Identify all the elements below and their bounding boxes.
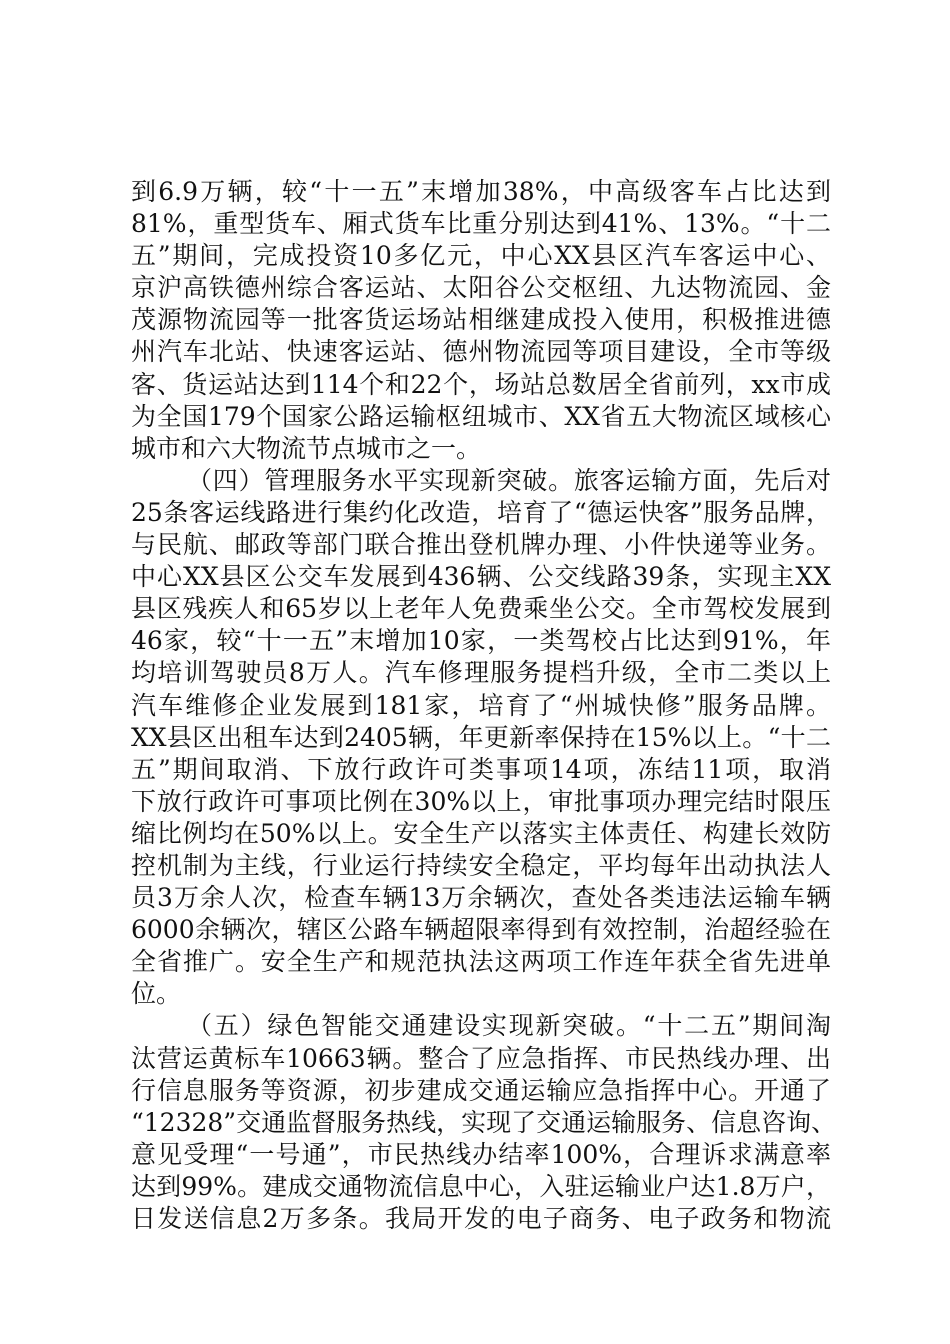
text-line: 到6.9万辆，较“十一五”末增加38%，中高级客车占比达到	[131, 177, 831, 206]
text-line: 意见受理“一号通”，市民热线办结率100%，合理诉求满意率	[131, 1139, 831, 1169]
text-line: 81%，重型货车、厢式货车比重分别达到41%、13%。“十二	[131, 209, 831, 239]
text-line: 达到99%。建成交通物流信息中心，入驻运输业户达1.8万户，	[131, 1171, 831, 1201]
text-line: 为全国179个国家公路运输枢纽城市、XX省五大物流区域核心	[131, 401, 831, 431]
text-line: 员3万余人次，检查车辆13万余辆次，查处各类违法运输车辆	[131, 883, 831, 913]
text-line: 县区残疾人和65岁以上老年人免费乘坐公交。全市驾校发展到	[131, 594, 831, 624]
text-line: 城市和六大物流节点城市之一。	[131, 433, 482, 463]
text-line: 行信息服务等资源，初步建成交通运输应急指挥中心。开通了	[131, 1075, 831, 1105]
text-line: 州汽车北站、快速客运站、德州物流园等项目建设，全市等级	[131, 337, 831, 367]
text-line: 46家，较“十一五”末增加10家，一类驾校占比达到91%，年	[131, 626, 831, 656]
text-line: 控机制为主线，行业运行持续安全稳定，平均每年出动执法人	[131, 850, 831, 880]
text-line: “12328”交通监督服务热线，实现了交通运输服务、信息咨询、	[131, 1107, 837, 1137]
text-line: 均培训驾驶员8万人。汽车修理服务提档升级，全市二类以上	[131, 658, 831, 688]
text-line: 客、货运站达到114个和22个，场站总数居全省前列，xx市成	[131, 369, 831, 399]
text-line: 下放行政许可事项比例在30%以上，审批事项办理完结时限压	[131, 786, 831, 816]
text-line: 6000余辆次，辖区公路车辆超限率得到有效控制，治超经验在	[131, 915, 831, 945]
text-line: 京沪高铁德州综合客运站、太阳谷公交枢纽、九达物流园、金	[131, 273, 831, 303]
text-line: 汰营运黄标车10663辆。整合了应急指挥、市民热线办理、出	[131, 1043, 831, 1073]
text-line: XX县区出租车达到2405辆，年更新率保持在15%以上。“十二	[131, 722, 831, 752]
text-line: 日发送信息2万多条。我局开发的电子商务、电子政务和物流	[131, 1204, 831, 1233]
text-line: 位。	[131, 979, 182, 1009]
text-line: 五”期间，完成投资10多亿元，中心XX县区汽车客运中心、	[131, 241, 831, 271]
document-body-text	[131, 176, 837, 1235]
text-line: 汽车维修企业发展到181家，培育了“州城快修”服务品牌。	[131, 690, 831, 720]
text-line: 茂源物流园等一批客货运场站相继建成投入使用，积极推进德	[131, 305, 831, 335]
text-line: 中心XX县区公交车发展到436辆、公交线路39条，实现主XX	[131, 562, 831, 592]
paragraph-first-line: （五）绿色智能交通建设实现新突破。“十二五”期间淘	[187, 1011, 831, 1041]
text-line: 全省推广。安全生产和规范执法这两项工作连年获全省先进单	[131, 947, 831, 977]
text-line: 与民航、邮政等部门联合推出登机牌办理、小件快递等业务。	[131, 530, 831, 560]
paragraph-first-line: （四）管理服务水平实现新突破。旅客运输方面，先后对	[187, 465, 831, 495]
text-line: 25条客运线路进行集约化改造，培育了“德运快客”服务品牌，	[131, 497, 831, 527]
text-line: 五”期间取消、下放行政许可类事项14项，冻结11项，取消	[131, 754, 831, 784]
text-line: 缩比例均在50%以上。安全生产以落实主体责任、构建长效防	[131, 818, 831, 848]
